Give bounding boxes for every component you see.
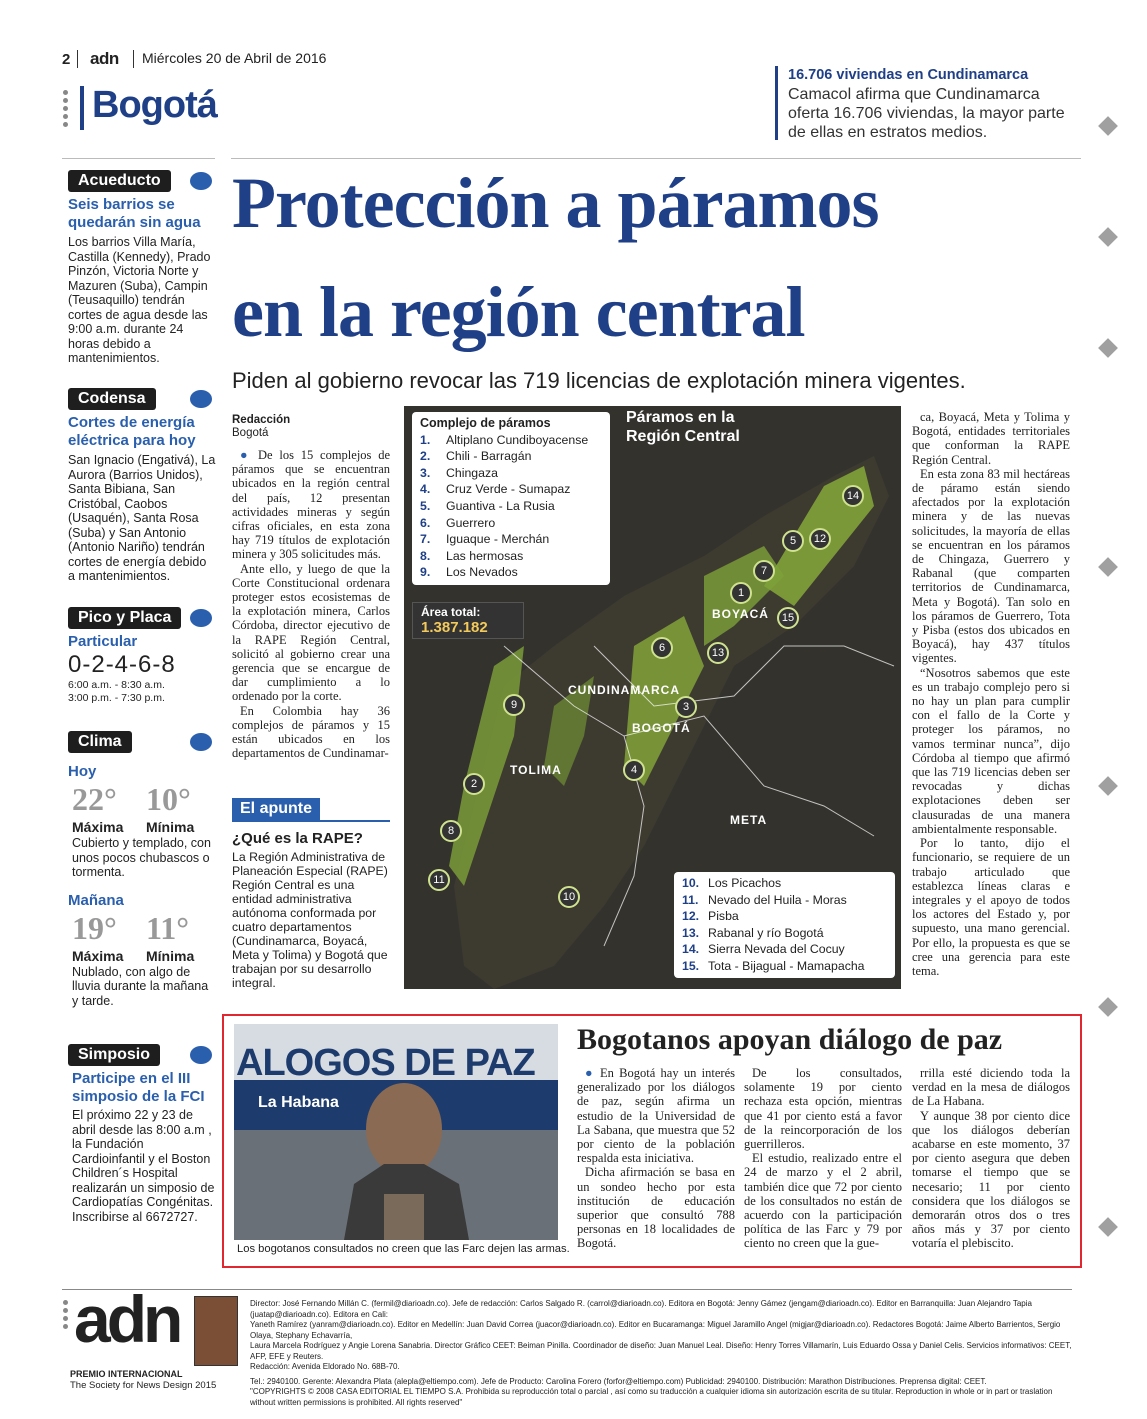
- legend-name: Pisba: [708, 909, 739, 924]
- paragraph: Por lo tanto, dijo el funcionario, se requiere de un trabajo articulado que establezca líneas claras e integrales y el apoyo de todos los actores del Estado y, por supuesto, una mano gerencial. Por ello, la propuesta es que se cree una gerencia para este tema.: [912, 836, 1070, 978]
- credit-line: Redacción: Avenida Eldorado No. 68B-70.: [250, 1362, 400, 1371]
- byline-city: Bogotá: [232, 427, 269, 439]
- paragraph: Dicha afirmación se basa en un sondeo hecho por esta institución de educación superior que consultó 788 personas en 18 localidades de Bogotá.: [577, 1165, 735, 1251]
- peace-col2-text: [744, 1066, 902, 1251]
- promo-title: 16.706 viviendas en Cundinamarca: [788, 67, 1029, 83]
- headline-line-2: en la región central: [232, 272, 805, 352]
- legend-item: [682, 925, 887, 942]
- credit-line: Tel.: 2940100. Gerente: Alexandra Plata (alepla@eltiempo.com). Jefe de Producto: Carolina Forero (forfor@eltiempo.com) Publicidad: 2940100. Distribución: Marathon Distribuciones. Preprensa digital: CEET.: [250, 1376, 987, 1386]
- map-marker: 2: [463, 773, 485, 795]
- region-tolima: TOLIMA: [510, 763, 562, 777]
- codensa-label: Codensa: [68, 388, 156, 410]
- today-temps: [68, 781, 216, 819]
- photo-banner-subtext: La Habana: [258, 1094, 339, 1111]
- sidebar-clima: [68, 731, 216, 1008]
- legend-number: 5.: [420, 498, 431, 513]
- bullet-icon: ●: [585, 1066, 600, 1080]
- margin-diamond-icon: [1098, 1217, 1118, 1237]
- section-bar: [80, 86, 84, 130]
- map-marker: 7: [753, 560, 775, 582]
- max-label: Máxima: [72, 947, 124, 964]
- today-desc: Cubierto y templado, con unos pocos chubascos o tormenta.: [72, 836, 211, 879]
- legend-name: Guerrero: [446, 515, 496, 530]
- paragraph: ca, Boyacá, Meta y Tolima y Bogotá, entidades territoriales que conforman la RAPE Región Central.: [912, 410, 1070, 467]
- map-marker: 5: [782, 530, 804, 552]
- peace-col-2: [744, 1066, 902, 1251]
- legend-number: 14.: [682, 942, 700, 957]
- legend-item: [682, 892, 887, 909]
- map-marker: 8: [440, 820, 462, 842]
- sidebar-simposio: [68, 1044, 216, 1224]
- legend-name: Chili - Barragán: [446, 449, 532, 464]
- map-marker: 11: [428, 869, 450, 891]
- map-title: [626, 408, 740, 446]
- article-col3-text: [912, 410, 1070, 978]
- main-top-rule: [231, 158, 1081, 159]
- margin-diamond-icon: [1098, 997, 1118, 1017]
- region-meta: META: [730, 813, 768, 827]
- tomorrow-temps: [68, 910, 216, 948]
- area-label: Área total:: [421, 605, 481, 619]
- clima-label: Clima: [68, 731, 132, 753]
- section-title: Bogotá: [92, 84, 217, 126]
- legend-title: Complejo de páramos: [420, 416, 551, 430]
- apunte-body: La Región Administrativa de Planeación Especial (RAPE) Región Central es una entidad administrativa autónoma conformada por cuatro departamentos (Cundinamarca, Boyacá, Meta y Tolima) y Bogotá que trabajan por su desarrollo integral.: [232, 850, 388, 990]
- simposio-body: El próximo 22 y 23 de abril desde las 8:00 a.m , la Fundación Cardioinfantil y el Boston Children´s Hospital realizarán un simposio de Cardiopatías Congénitas. Inscribirse al 6672727.: [72, 1108, 215, 1224]
- page-number: 2: [62, 51, 71, 68]
- promo-box[interactable]: [788, 65, 1068, 142]
- section-dots-icon: [63, 90, 69, 130]
- pico-hours-evening: 3:00 p.m. - 7:30 p.m.: [68, 692, 165, 704]
- credit-line: Yaneth Ramírez (yanram@diarioadn.co). Editor en Medellín: Juan David Correa (juacor@diarioadn.co). Editor en Bucaramanga: Miguel Jaramillo Angel (migjar@diarioadn.co). Redactores Bogotá: Jaime Alberto Barrientos, Sergio Olaya, Stephany Echavarría,: [250, 1320, 1061, 1340]
- legend-name: Las hermosas: [446, 548, 524, 563]
- speech-bubble-icon: [190, 1046, 212, 1064]
- article-col-3: [912, 410, 1070, 978]
- legend-name: Tota - Bijagual - Mamapacha: [708, 958, 865, 973]
- byline: Redacción: [232, 414, 291, 426]
- legend-number: 3.: [420, 465, 431, 480]
- legend-item: [682, 941, 887, 958]
- legend-name: Rabanal y río Bogotá: [708, 925, 824, 940]
- legend-number: 15.: [682, 958, 700, 973]
- credit-line: "COPYRIGHTS © 2008 CASA EDITORIAL EL TIEMPO S.A. Prohibida su reproducción total o parcial , así como su traducción a cualquier idioma sin autorización escrita de su titular. Reproduction in whole or in part or traslation without written permissions is prohibited. All rights reserved": [250, 1387, 1053, 1407]
- footer-logo: adn: [74, 1282, 180, 1356]
- legend-name: Altiplano Cundiboyacense: [446, 432, 589, 447]
- pico-digits: 0-2-4-6-8: [68, 651, 176, 678]
- acueducto-label: Acueducto: [68, 170, 171, 192]
- pico-hours-morning: 6:00 a.m. - 8:30 a.m.: [68, 679, 165, 691]
- legend-name: Cruz Verde - Sumapaz: [446, 482, 571, 497]
- peace-photo: [234, 1024, 558, 1240]
- codensa-body: San Ignacio (Engativá), La Aurora (Barrios Unidos), Santa Bibiana, San Cristóbal, Caobos (Usaquén), Santa Rosa (Suba) y San Antonio (Antonio Nariño) tendrán cortes de energía debido a mantenimientos.: [68, 453, 216, 583]
- today-min: 10°: [146, 781, 191, 817]
- pico-label: Pico y Placa: [68, 607, 181, 629]
- peace-headline: Bogotanos apoyan diálogo de paz: [577, 1023, 1003, 1056]
- simposio-label: Simposio: [68, 1044, 160, 1066]
- legend-item: [420, 564, 602, 581]
- margin-diamond-icon: [1098, 338, 1118, 358]
- legend-item: [420, 548, 602, 565]
- max-label: Máxima: [72, 819, 124, 835]
- apunte-label: El apunte: [232, 798, 320, 820]
- photo-caption: Los bogotanos consultados no creen que las Farc dejen las armas.: [237, 1243, 570, 1255]
- sidebar-codensa: [68, 388, 216, 584]
- award-badge-icon: [194, 1296, 238, 1366]
- legend-number: 4.: [420, 482, 431, 497]
- map-title-line-2: Región Central: [626, 428, 740, 445]
- paramos-map: [404, 406, 901, 989]
- paragraph: En Colombia hay 36 complejos de páramos y 15 están ubicados en los departamentos de Cundinamar-: [232, 703, 390, 761]
- apunte-box: [232, 798, 390, 990]
- acueducto-title: Seis barrios se quedarán sin agua: [68, 196, 201, 231]
- legend-name: Los Nevados: [446, 565, 518, 580]
- divider: [77, 50, 78, 68]
- sidebar-top-rule: [62, 158, 215, 159]
- speech-bubble-icon: [190, 609, 212, 627]
- map-marker: 12: [809, 528, 831, 550]
- map-marker: 15: [777, 607, 799, 629]
- clima-tomorrow-label: Mañana: [68, 891, 124, 909]
- clima-today-label: Hoy: [68, 763, 97, 780]
- map-marker: 9: [503, 694, 525, 716]
- issue-date: Miércoles 20 de Abril de 2016: [142, 50, 327, 66]
- legend-item: [420, 498, 602, 515]
- sidebar-pico-placa: [68, 607, 216, 705]
- region-boyaca: BOYACÁ: [712, 607, 769, 621]
- peace-col1-text: [577, 1066, 735, 1251]
- acueducto-body: Los barrios Villa María, Castilla (Kennedy), Prado Pinzón, Victoria Norte y Mazuren (Suba), Campin (Teusaquillo) tendrán cortes de agua desde las 9:00 a.m. durante 24 horas debido a mantenimientos.: [68, 235, 211, 365]
- bullet-icon: ●: [240, 448, 258, 462]
- margin-diamond-icon: [1098, 557, 1118, 577]
- legend-number: 11.: [682, 892, 699, 907]
- peace-col3-text: [912, 1066, 1070, 1251]
- legend-number: 9.: [420, 565, 431, 580]
- margin-diamond-icon: [1098, 227, 1118, 247]
- legend-name: Chingaza: [446, 465, 498, 480]
- legend-item: [420, 481, 602, 498]
- legend-item: [682, 958, 887, 975]
- credit-line: Laura Marcela Rodríguez y Angie Lorena Sanabria. Director Gráfico CEET: Beiman Pinilla. Coordinador de diseño: Juan Manuel Leal. Diseño: Henry Torres Villamarín, Luis Eduardo Ossa y Daniel Celis. Servicios informativos: CEET, AFP, EFE y Reuters.: [250, 1341, 1072, 1361]
- article-col1-text: [232, 448, 390, 760]
- area-value: 1.387.182: [421, 619, 488, 636]
- divider: [133, 50, 134, 68]
- legend-number: 10.: [682, 876, 700, 890]
- region-cundinamarca: CUNDINAMARCA: [568, 683, 680, 697]
- tomorrow-desc: Nublado, con algo de lluvia durante la mañana y tarde.: [72, 964, 209, 1008]
- legend-bottom-list: [682, 875, 887, 975]
- map-marker: 4: [623, 759, 645, 781]
- min-label: Mínima: [146, 819, 195, 835]
- today-max: 22°: [72, 781, 117, 817]
- map-marker: 10: [558, 886, 580, 908]
- legend-name: Sierra Nevada del Cocuy: [708, 942, 845, 957]
- paragraph: ● De los 15 complejos de páramos que se encuentran ubicados en la región central del país, 12 presentan actividades mineras y según cifras oficiales, en esta zona hay 719 títulos de explotación minera y 305 solicitudes más.: [232, 448, 390, 562]
- codensa-title: Cortes de energía eléctrica para hoy: [68, 414, 196, 449]
- margin-diamond-icon: [1098, 776, 1118, 796]
- award-title: PREMIO INTERNACIONAL: [70, 1369, 183, 1379]
- simposio-title: Participe en el III simposio de la FCI: [72, 1070, 205, 1105]
- legend-number: 7.: [420, 532, 431, 547]
- peace-col-3: [912, 1066, 1070, 1251]
- map-marker: 13: [707, 642, 729, 664]
- legend-item: [682, 875, 887, 892]
- legend-number: 6.: [420, 515, 431, 530]
- margin-diamond-icon: [1098, 116, 1118, 136]
- legend-name: Los Picachos: [708, 876, 782, 890]
- tomorrow-max: 19°: [72, 909, 117, 946]
- headline-line-1: Protección a páramos: [232, 163, 879, 243]
- paragraph: Ante ello, y luego de que la Corte Constitucional ordenara proteger estos ecosistemas de la explotación minera, Carlos Córdoba, director ejecutivo de la RAPE Región Central, solicitó al gobierno crear una gerencia que se encargue de dar cumplimiento a lo ordenado por la corte.: [232, 561, 390, 704]
- map-legend-top: [412, 412, 610, 585]
- legend-name: Nevado del Huila - Moras: [708, 892, 847, 907]
- subheadline: Piden al gobierno revocar las 719 licencias de explotación minera vigentes.: [232, 368, 966, 393]
- promo-body: Camacol afirma que Cundinamarca oferta 16.706 viviendas, la mayor parte de ellas en estratos medios.: [788, 86, 1065, 141]
- tomorrow-min: 11°: [146, 909, 190, 946]
- map-marker: 1: [730, 582, 752, 604]
- legend-number: 13.: [682, 925, 700, 940]
- peace-col-1: [577, 1066, 735, 1251]
- legend-name: Guantiva - La Rusia: [446, 498, 555, 513]
- photo-banner-text: ALOGOS DE PAZ: [236, 1042, 535, 1084]
- paragraph: Y aunque 38 por ciento dice que los diálogos deberían acabarse en este momento, 37 por ciento asegura que deben tomarse el tiempo que se necesario; 11 por ciento considera que los diálogos se demorarán otros dos o tres años más y 37 por ciento votaría el plebiscito.: [912, 1108, 1070, 1251]
- legend-number: 8.: [420, 548, 431, 563]
- map-marker: 14: [842, 485, 864, 507]
- legend-item: [682, 908, 887, 925]
- legend-item: [420, 515, 602, 532]
- map-marker: 6: [651, 637, 673, 659]
- promo-bar: [775, 66, 778, 140]
- region-bogota: BOGOTÁ: [632, 721, 691, 735]
- article-col-1: [232, 414, 390, 760]
- legend-item: [420, 465, 602, 482]
- paragraph: “Nosotros sabemos que este es un trabajo complejo pero si no hay un plan para cumplir con el fallo de la Corte y proteger los páramos, no vamos terminar nunca”, dijo Córdoba al tiempo que afirmó que las 719 licencias deben ser revocadas y dichas explotaciones deben ser clausuradas de una manera ambientalmente responsable.: [912, 665, 1070, 836]
- credit-line: Director: José Fernando Millán C. (fermil@diarioadn.co). Jefe de redacción: Carlos Salgado R. (carrol@diarioadn.co). Editora en Bogotá: Jenny Gámez (jengam@diarioadn.co). Editor en Barranquilla: Juan Alejandro Tapia (juatap@diarioadn.co). Editora en Cali:: [250, 1299, 1032, 1319]
- apunte-question: ¿Qué es la RAPE?: [232, 830, 363, 847]
- award-desc: The Society for News Design 2015: [70, 1380, 217, 1391]
- pico-subtitle: Particular: [68, 633, 138, 650]
- legend-item: [420, 432, 602, 449]
- speech-bubble-icon: [190, 390, 212, 408]
- paragraph: De los consultados, solamente 19 por ciento rechaza esta opción, mientras que 41 por ciento está a favor de la reincorporación de los guerrilleros.: [744, 1066, 902, 1152]
- legend-item: [420, 448, 602, 465]
- sidebar-acueducto: [68, 170, 216, 366]
- header-logo: adn: [90, 49, 119, 68]
- legend-number: 12.: [682, 909, 700, 924]
- footer-credits: [250, 1299, 1072, 1408]
- paragraph: ● En Bogotá hay un interés generalizado por los diálogos de paz, según afirma un estudio de la Universidad de La Sabana, que muestra que 52 por ciento de la población respalda esta iniciativa.: [577, 1066, 735, 1166]
- map-marker: 3: [675, 696, 697, 718]
- paragraph: En esta zona 83 mil hectáreas de páramo están siendo afectados por la explotación minera y de las nuevas solicitudes, la mayoría de ellas se encuentran en los páramos de Chingaza, Guerrero y Rabanal (que comparten territorios de Cundinamarca, Meta y Bogotá). Tan solo en los páramos de Guerrero, Tota y Pisba (estos dos ubicados en Boyacá), hay 437 títulos vigentes.: [912, 466, 1070, 666]
- map-legend-bottom: [674, 872, 895, 978]
- legend-number: 2.: [420, 449, 431, 464]
- speech-bubble-icon: [190, 172, 212, 190]
- speech-bubble-icon: [190, 733, 212, 751]
- area-box: [412, 602, 524, 639]
- legend-number: 1.: [420, 432, 431, 447]
- legend-item: [420, 531, 602, 548]
- min-label: Mínima: [146, 947, 195, 964]
- legend-top-list: [420, 432, 602, 581]
- footer-rule: [62, 1289, 1072, 1290]
- map-title-line-1: Páramos en la: [626, 409, 735, 426]
- footer-dots-icon: [63, 1300, 69, 1332]
- paragraph: rrilla esté diciendo toda la verdad en la mesa de diálogos de La Habana.: [912, 1066, 1070, 1109]
- legend-name: Iguaque - Merchán: [446, 532, 550, 547]
- paragraph: El estudio, realizado entre el 24 de marzo y el 2 abril, también dice que 72 por ciento de los consultados no están de acuerdo con la participación política de las Farc y 79 por ciento no creen que la gue-: [744, 1151, 902, 1251]
